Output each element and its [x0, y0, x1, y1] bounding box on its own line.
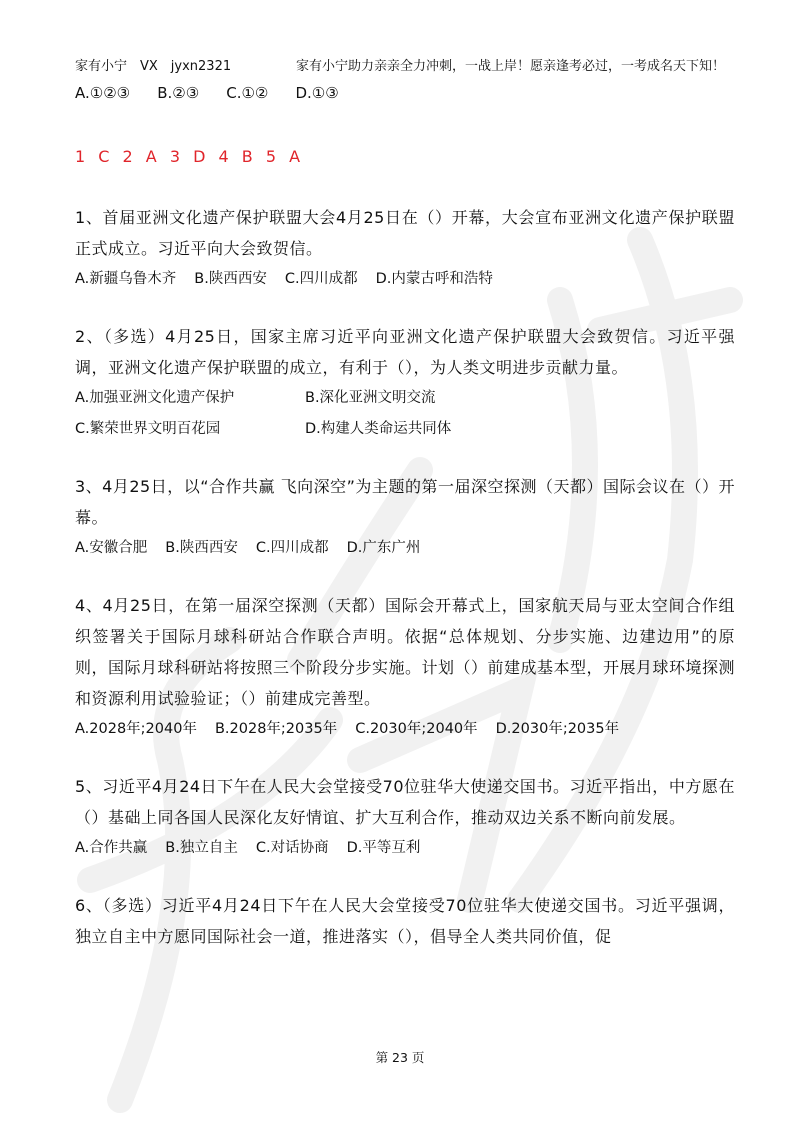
option: C.对话协商 — [255, 840, 329, 856]
question-2 — [75, 321, 735, 445]
option: B.2028年;2035年 — [214, 721, 338, 737]
question-text: 1、首届亚洲文化遗产保护联盟大会4月25日在（）开幕，大会宣布亚洲文化遗产保护联盟正式成立。习近平向大会致贺信。 — [75, 208, 735, 258]
question-list — [75, 202, 735, 978]
option: D.广东广州 — [346, 540, 421, 556]
option: C.①② — [226, 84, 269, 102]
option: A.①②③ — [75, 84, 131, 102]
previous-question-options — [75, 84, 339, 102]
option: A.合作共赢 — [75, 840, 148, 856]
option: D.构建人类命运共同体 — [305, 421, 452, 437]
question-text: 6、（多选）习近平4月24日下午在人民大会堂接受70位驻华大使递交国书。习近平强调，独立自主中方愿同国际社会一道，推进落实（），倡导全人类共同价值，促 — [75, 896, 735, 946]
option: A.安徽合肥 — [75, 540, 148, 556]
option: D.内蒙古呼和浩特 — [375, 271, 493, 287]
option: B.陕西西安 — [194, 271, 267, 287]
page-number: 第 23 页 — [375, 1050, 425, 1065]
page-header — [75, 55, 725, 74]
option: D.①③ — [295, 84, 339, 102]
header-right-text: 家有小宁助力亲亲全力冲刺，一战上岸！愿亲逢考必过，一考成名天下知！ — [295, 59, 725, 74]
option: D.平等互利 — [346, 840, 421, 856]
question-4 — [75, 590, 735, 745]
answer-key: 1 C 2 A 3 D 4 B 5 A — [75, 147, 305, 166]
question-1 — [75, 202, 735, 295]
option: A.新疆乌鲁木齐 — [75, 271, 177, 287]
question-5 — [75, 771, 735, 864]
question-text: 2、（多选）4月25日，国家主席习近平向亚洲文化遗产保护联盟大会致贺信。习近平强调，亚洲文化遗产保护联盟的成立，有利于（），为人类文明进步贡献力量。 — [75, 327, 735, 377]
option: A.加强亚洲文化遗产保护 — [75, 390, 235, 406]
option: C.2030年;2040年 — [355, 721, 478, 737]
option: C.繁荣世界文明百花园 — [75, 421, 221, 437]
option: C.四川成都 — [284, 271, 358, 287]
header-left-text: 家有小宁 VX jyxn2321 — [75, 59, 232, 74]
option: D.2030年;2035年 — [495, 721, 620, 737]
question-text: 5、习近平4月24日下午在人民大会堂接受70位驻华大使递交国书。习近平指出，中方愿在（）基础上同各国人民深化友好情谊、扩大互利合作，推动双边关系不断向前发展。 — [75, 777, 735, 827]
question-6 — [75, 890, 735, 952]
question-text: 4、4月25日，在第一届深空探测（天都）国际会开幕式上，国家航天局与亚太空间合作组织签署关于国际月球科研站合作联合声明。依据“总体规划、分步实施、边建边用”的原则，国际月球科研站将按照三个阶段分步实施。计划（）前建成基本型，开展月球环境探测和资源利用试验验证；（）前建成完善型。 — [75, 596, 736, 708]
question-text: 3、4月25日，以“合作共赢 飞向深空”为主题的第一届深空探测（天都）国际会议在（）开幕。 — [75, 477, 735, 527]
option: B.②③ — [157, 84, 200, 102]
option: B.陕西西安 — [165, 540, 238, 556]
option: A.2028年;2040年 — [75, 721, 197, 737]
option: C.四川成都 — [255, 540, 329, 556]
question-3 — [75, 471, 735, 564]
option: B.深化亚洲文明交流 — [305, 390, 436, 406]
option: B.独立自主 — [165, 840, 238, 856]
